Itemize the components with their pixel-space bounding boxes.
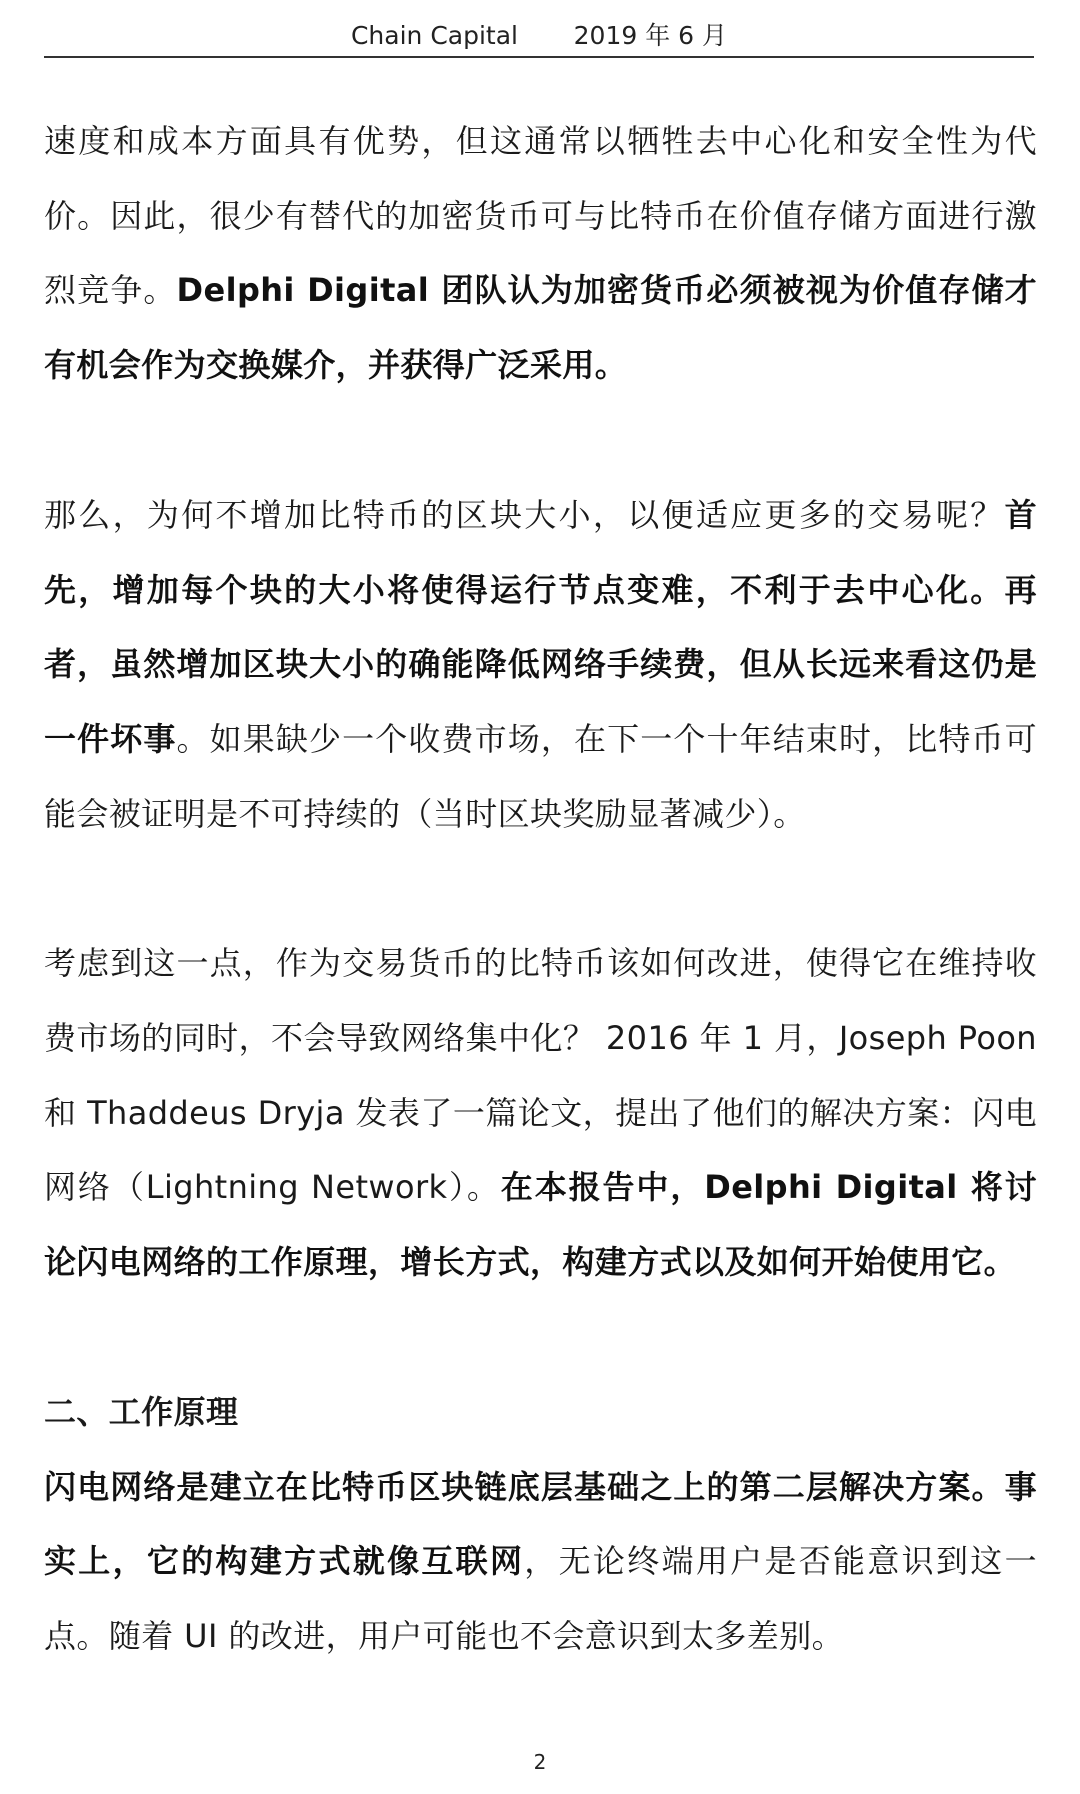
paragraph-3-text: 考虑到这一点，作为交易货币的比特币该如何改进，使得它在维持收费市场的同时，不会导致网络集中化？ 2016 年 1 月，Joseph Poon 和 Thaddeus Dryja 发表了一篇论文，提出了他们的解决方案：闪电网络（Lightning Network）。 [44,944,1037,1207]
paragraph-spacer [44,1300,1037,1375]
page-header [44,16,1034,54]
paragraph-2 [44,478,1037,852]
paragraph-spacer [44,403,1037,478]
paragraph-2-text: 那么，为何不增加比特币的区块大小，以便适应更多的交易呢？ [44,495,1005,534]
header-spacer [518,21,574,50]
document-body [44,104,1037,1674]
paragraph-4 [44,1450,1037,1674]
paragraph-3 [44,926,1037,1300]
paragraph-4-text: ，无论终端用户是否能意识到这一点。随着 UI 的改进，用户可能也不会意识到太多差别。 [44,1542,1037,1655]
paragraph-1-bold-text: Delphi Digital 团队认为加密货币必须被视为价值存储才有机会作为交换媒介，并获得广泛采用。 [44,271,1037,385]
paragraph-spacer [44,851,1037,926]
header-company: Chain Capital [350,21,518,50]
paragraph-1-text: 速度和成本方面具有优势，但这通常以牺牲去中心化和安全性为代价。因此，很少有替代的加密货币可与比特币在价值存储方面进行激烈竞争。 [44,122,1037,310]
paragraph-3-bold-text: 在本报告中，Delphi Digital 将讨论闪电网络的工作原理，增长方式，构建方式以及如何开始使用它。 [44,1168,1037,1282]
paragraph-2-bold-text: 首先，增加每个块的大小将使得运行节点变难，不利于去中心化。再者，虽然增加区块大小的确能降低网络手续费，但从长远来看这仍是一件坏事 [44,495,1037,758]
header-divider [44,56,1034,58]
paragraph-1 [44,104,1037,403]
page-number: 2 [533,1750,547,1774]
header-date: 2019 年 6 月 [573,21,728,50]
paragraph-2-tail-text: 。如果缺少一个收费市场，在下一个十年结束时，比特币可能会被证明是不可持续的（当时区块奖励显著减少）。 [44,719,1037,833]
section-heading: 二、工作原理 [44,1392,239,1431]
paragraph-4-bold-text: 闪电网络是建立在比特币区块链底层基础之上的第二层解决方案。事实上，它的构建方式就像互联网 [44,1467,1037,1581]
